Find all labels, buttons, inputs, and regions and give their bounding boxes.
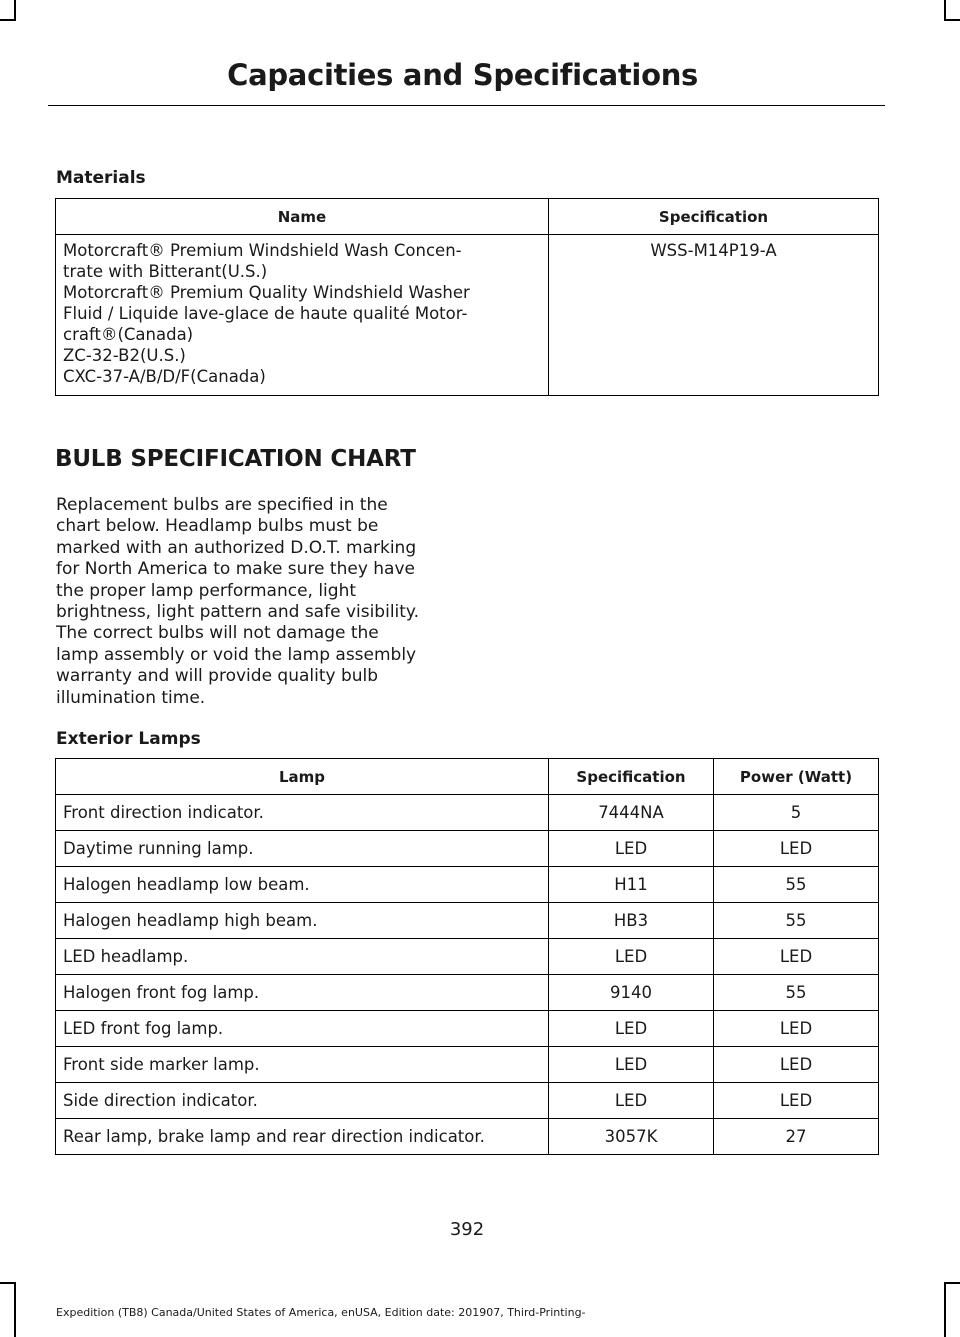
specification-cell: LED [549, 1011, 714, 1047]
table-row [56, 975, 879, 1011]
specification-cell: 3057K [549, 1119, 714, 1155]
crop-mark [944, 19, 960, 21]
exterior-lamps-heading: Exterior Lamps [56, 729, 201, 749]
material-name-line: Fluid / Liquide lave-glace de haute qualité Motor- [63, 304, 468, 323]
power-cell: 5 [714, 795, 879, 831]
lamp-cell: Front side marker lamp. [56, 1047, 549, 1083]
table-header-row [56, 199, 879, 235]
page-number: 392 [449, 1219, 485, 1240]
intro-paragraph [56, 495, 456, 709]
power-cell: LED [714, 1047, 879, 1083]
material-name-line: craft®(Canada) [63, 325, 194, 344]
section-heading: BULB SPECIFICATION CHART [55, 446, 416, 472]
power-cell: 55 [714, 867, 879, 903]
page-title: Capacities and Specifications [227, 58, 698, 92]
specification-cell: LED [549, 831, 714, 867]
crop-mark [14, 1282, 16, 1337]
intro-line: warranty and will provide quality bulb [56, 666, 379, 687]
table-row [56, 1011, 879, 1047]
table-row [56, 903, 879, 939]
column-header-specification: Specification [549, 199, 879, 235]
lamp-cell: LED headlamp. [56, 939, 549, 975]
specification-cell: HB3 [549, 903, 714, 939]
specification-cell: LED [549, 1047, 714, 1083]
table-row [56, 1047, 879, 1083]
specification-cell: H11 [549, 867, 714, 903]
intro-line: the proper lamp performance, light [56, 580, 357, 601]
power-cell: LED [714, 1011, 879, 1047]
power-cell: LED [714, 831, 879, 867]
intro-line: for North America to make sure they have [56, 559, 415, 580]
power-cell: 55 [714, 975, 879, 1011]
material-name-cell [56, 235, 549, 396]
materials-heading: Materials [56, 168, 146, 188]
crop-mark [0, 1282, 16, 1284]
power-cell: 27 [714, 1119, 879, 1155]
lamp-cell: Side direction indicator. [56, 1083, 549, 1119]
material-name-line: trate with Bitterant(U.S.) [63, 262, 268, 281]
table-header-row [56, 759, 879, 795]
material-name-line: Motorcraft® Premium Windshield Wash Concen- [63, 241, 462, 260]
table-row [56, 831, 879, 867]
lamp-cell: LED front fog lamp. [56, 1011, 549, 1047]
lamp-cell: Daytime running lamp. [56, 831, 549, 867]
lamp-cell: Halogen headlamp high beam. [56, 903, 549, 939]
power-cell: LED [714, 939, 879, 975]
intro-line: marked with an authorized D.O.T. marking [56, 537, 417, 558]
exterior-lamps-table [55, 758, 879, 1155]
material-specification-cell: WSS-M14P19-A [549, 235, 879, 396]
crop-mark [944, 1282, 946, 1337]
power-cell: 55 [714, 903, 879, 939]
intro-line: chart below. Headlamp bulbs must be [56, 516, 379, 537]
column-header-power: Power (Watt) [714, 759, 879, 795]
table-row [56, 235, 879, 396]
intro-line: Replacement bulbs are specified in the [56, 495, 388, 515]
column-header-specification: Specification [549, 759, 714, 795]
material-name-line: Motorcraft® Premium Quality Windshield Washer [63, 283, 470, 302]
crop-mark [944, 1282, 960, 1284]
footer-edition-text: Expedition (TB8) Canada/United States of America, enUSA, Edition date: 201907, Third-Printing- [56, 1306, 586, 1319]
specification-cell: LED [549, 939, 714, 975]
intro-line: illumination time. [56, 687, 206, 708]
materials-table [55, 198, 879, 396]
table-row [56, 1083, 879, 1119]
column-header-lamp: Lamp [56, 759, 549, 795]
table-row [56, 939, 879, 975]
column-header-name: Name [56, 199, 549, 235]
material-name-line: CXC-37-A/B/D/F(Canada) [63, 367, 266, 386]
intro-line: brightness, light pattern and safe visibility. [56, 602, 419, 623]
lamp-cell: Front direction indicator. [56, 795, 549, 831]
table-row [56, 867, 879, 903]
table-row [56, 795, 879, 831]
lamp-cell: Rear lamp, brake lamp and rear direction indicator. [56, 1119, 549, 1155]
power-cell: LED [714, 1083, 879, 1119]
crop-mark [0, 19, 16, 21]
intro-line: The correct bulbs will not damage the [56, 623, 379, 644]
intro-line: lamp assembly or void the lamp assembly [56, 644, 417, 665]
table-row [56, 1119, 879, 1155]
specification-cell: 7444NA [549, 795, 714, 831]
crop-mark [14, 0, 16, 20]
lamp-cell: Halogen front fog lamp. [56, 975, 549, 1011]
crop-mark [944, 0, 946, 20]
title-rule [48, 105, 885, 106]
specification-cell: 9140 [549, 975, 714, 1011]
material-name-line: ZC-32-B2(U.S.) [63, 346, 186, 365]
specification-cell: LED [549, 1083, 714, 1119]
lamp-cell: Halogen headlamp low beam. [56, 867, 549, 903]
